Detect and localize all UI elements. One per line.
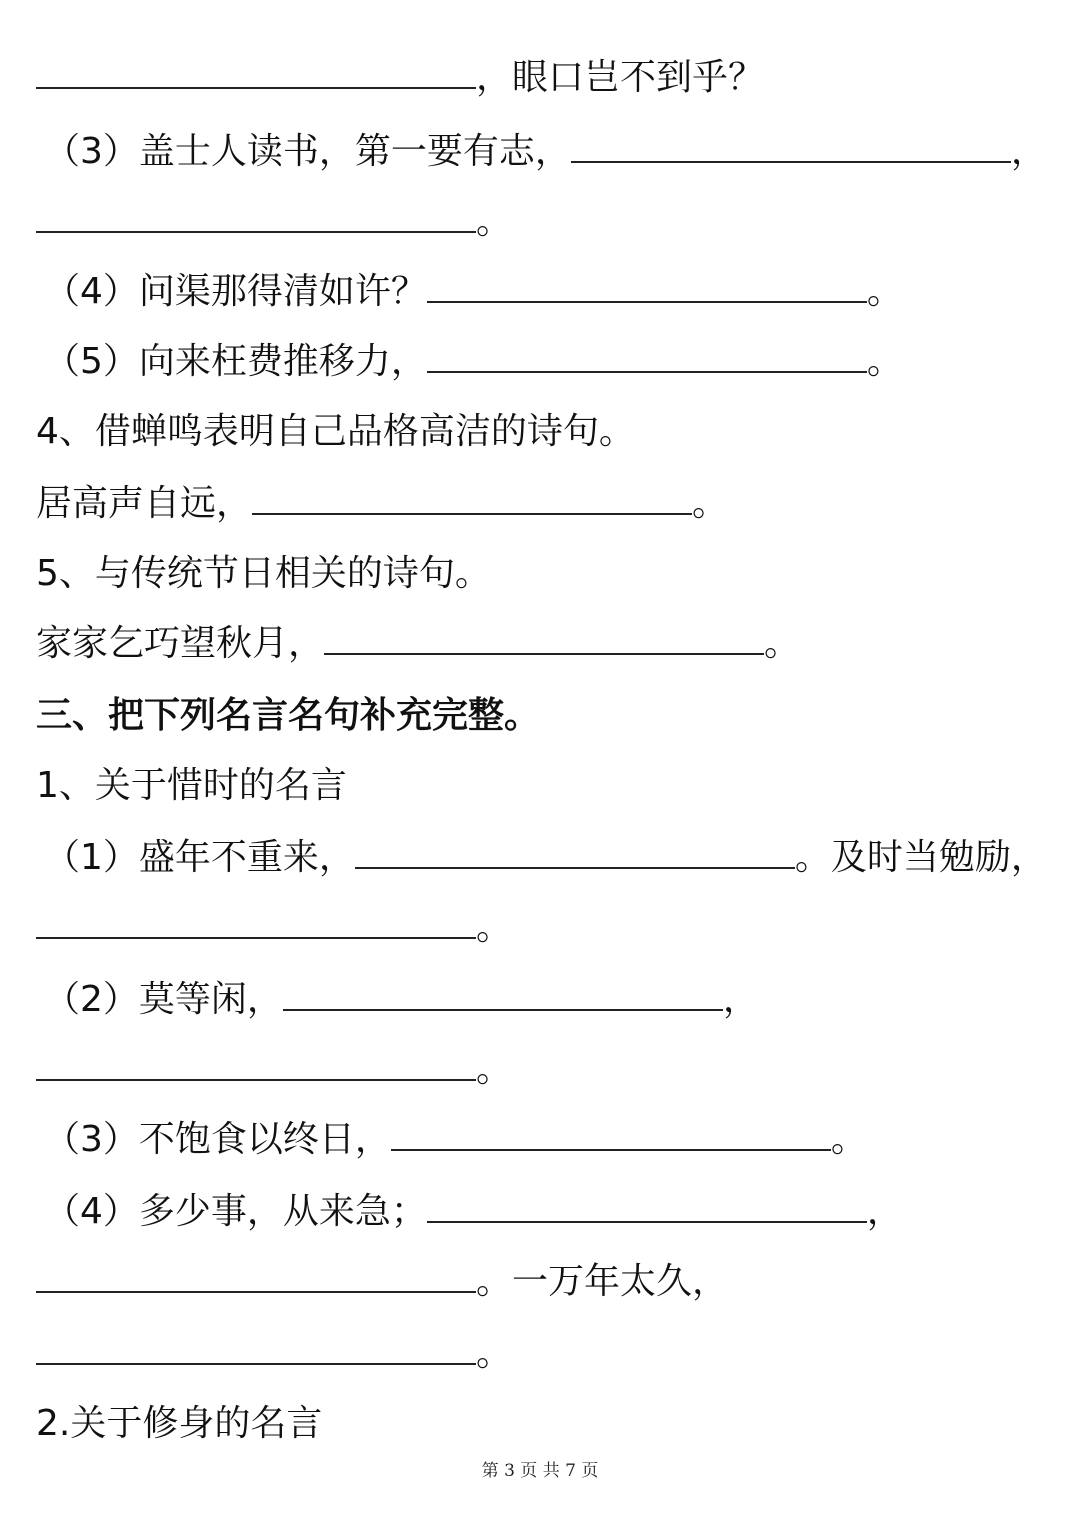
heading-text: 5、与传统节日相关的诗句。: [36, 553, 491, 594]
section-title-text: 三、把下列名言名句补充完整。: [36, 695, 541, 736]
answer-blank[interactable]: [36, 1261, 476, 1293]
heading-text: 4、借蝉鸣表明自己品格高洁的诗句。: [36, 411, 635, 452]
question-text: （3）盖士人读书，第一要有志，: [44, 131, 571, 172]
question-text: 居高声自远，: [36, 483, 253, 524]
line-text: ，: [866, 1191, 903, 1232]
fill-line-1: [36, 54, 1044, 102]
subsection-1-heading: [36, 762, 1044, 810]
section-3-title: [36, 692, 1044, 740]
fill-line-quote-2: [36, 1046, 1044, 1094]
line-text: ，眼口岂不到乎？: [476, 57, 765, 98]
answer-blank[interactable]: [36, 57, 476, 89]
line-text: 。: [476, 1049, 513, 1090]
question-5: [44, 338, 1044, 386]
question-3: [44, 128, 1047, 176]
page-footer: 第 3 页 共 7 页: [481, 1461, 599, 1481]
quote-3: [44, 1116, 1044, 1164]
question-text: （4）问渠那得清如许？: [44, 271, 427, 312]
heading-text: 1、关于惜时的名言: [36, 765, 347, 806]
quote-1: [44, 834, 1047, 882]
subsection-2-heading: [36, 1400, 1044, 1448]
poem-line-festival: [36, 620, 1044, 668]
line-text: ，: [722, 979, 759, 1020]
poem-line-cicada: [36, 480, 1044, 528]
answer-blank[interactable]: [36, 1049, 476, 1081]
quote-2: [44, 976, 1044, 1024]
line-text: 。: [764, 623, 801, 664]
answer-blank[interactable]: [427, 1191, 867, 1223]
line-text: 。: [830, 1119, 867, 1160]
line-text: 。: [866, 341, 903, 382]
question-4: [44, 268, 1044, 316]
fill-line-quote-4b: [36, 1330, 1044, 1378]
line-text: 。及时当勉励，: [794, 837, 1047, 878]
section-5-heading: [36, 550, 1044, 598]
answer-blank[interactable]: [571, 131, 1011, 163]
question-text: （1）盛年不重来，: [44, 837, 355, 878]
answer-blank[interactable]: [283, 979, 723, 1011]
fill-line-quote-1: [36, 904, 1044, 952]
answer-blank[interactable]: [355, 837, 795, 869]
answer-blank[interactable]: [427, 341, 867, 373]
heading-text: 2.关于修身的名言: [36, 1403, 323, 1444]
fill-line-quote-4: [36, 1258, 1044, 1306]
question-text: （3）不饱食以终日，: [44, 1119, 391, 1160]
answer-blank[interactable]: [391, 1119, 831, 1151]
answer-blank[interactable]: [324, 623, 764, 655]
line-text: ，: [1010, 131, 1047, 172]
line-text: 。: [692, 483, 729, 524]
section-4-heading: [36, 408, 1044, 456]
line-text: 。: [866, 271, 903, 312]
line-text: 。: [476, 201, 513, 242]
question-text: 家家乞巧望秋月，: [36, 623, 325, 664]
answer-blank[interactable]: [36, 907, 476, 939]
answer-blank[interactable]: [36, 201, 476, 233]
question-text: （4）多少事，从来急；: [44, 1191, 427, 1232]
line-text: 。: [476, 1333, 513, 1374]
line-text: 。: [476, 907, 513, 948]
line-text: 。一万年太久，: [476, 1261, 729, 1302]
answer-blank[interactable]: [252, 483, 692, 515]
question-text: （2）莫等闲，: [44, 979, 283, 1020]
answer-blank[interactable]: [36, 1333, 476, 1365]
fill-line-2: [36, 198, 1044, 246]
quote-4: [44, 1188, 1044, 1236]
answer-blank[interactable]: [427, 271, 867, 303]
question-text: （5）向来枉费推移力，: [44, 341, 427, 382]
